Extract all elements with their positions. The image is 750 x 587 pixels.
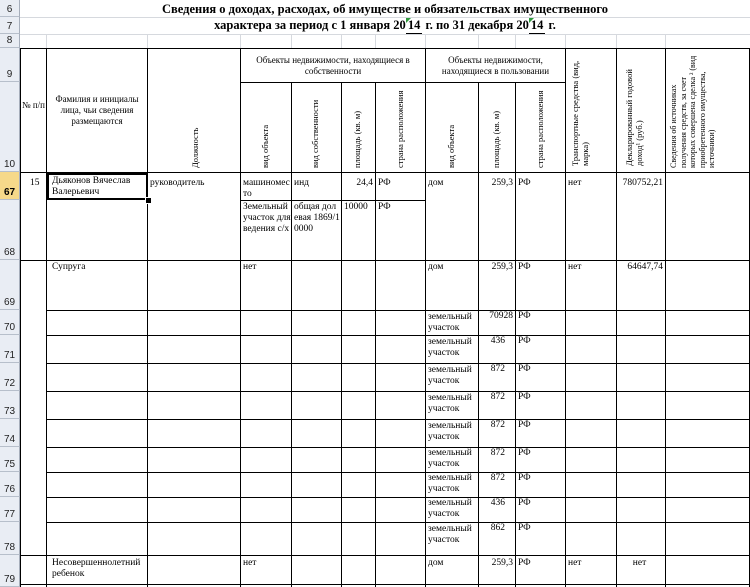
- cell-used-area[interactable]: 872: [490, 392, 505, 402]
- column-border: [20, 48, 21, 587]
- cell-owned-country[interactable]: РФ: [378, 178, 391, 188]
- cell-used-country[interactable]: РФ: [518, 311, 531, 321]
- row-border: [46, 472, 750, 473]
- title-suffix: г.: [548, 18, 556, 32]
- header-position: Должность: [190, 127, 200, 168]
- header-income: Декларированный годовой доход¹ (руб.): [624, 69, 644, 166]
- cell-used-type[interactable]: земельный участок: [428, 393, 472, 414]
- cell-used-type[interactable]: земельный участок: [428, 473, 472, 494]
- cell-position[interactable]: руководитель: [150, 178, 205, 188]
- cell-used-type[interactable]: земельный участок: [428, 421, 472, 442]
- gridline: [665, 34, 666, 48]
- cell-owned-type[interactable]: нет: [243, 558, 257, 568]
- cell-transport[interactable]: нет: [568, 262, 582, 272]
- gridline: [375, 34, 376, 48]
- row-header-76[interactable]: 76: [0, 472, 20, 497]
- row-header-74[interactable]: 74: [0, 419, 20, 447]
- cell-used-country[interactable]: РФ: [518, 523, 531, 533]
- group-divider: [240, 82, 565, 83]
- cell-used-area[interactable]: 872: [490, 420, 505, 430]
- header-used-area: площадь (кв. м): [491, 110, 501, 168]
- row-border: [46, 419, 750, 420]
- cell-used-type[interactable]: земельный участок: [428, 524, 472, 545]
- row-header-70[interactable]: 70: [0, 310, 20, 335]
- cell-name[interactable]: Дьяконов Вячеслав Валерьевич: [52, 176, 131, 197]
- header-used-country: страна расположения: [535, 90, 545, 168]
- cell-number[interactable]: 15: [30, 178, 40, 188]
- column-border: [46, 48, 47, 587]
- cell-owned-area[interactable]: 10000: [344, 202, 368, 212]
- row-border: [46, 363, 750, 364]
- row-header-9[interactable]: 9: [0, 48, 20, 82]
- title-middle: г. по 31 декабря 20: [425, 18, 529, 32]
- gridline: [341, 34, 342, 48]
- column-border: [240, 48, 241, 587]
- cell-used-type[interactable]: земельный участок: [428, 448, 472, 469]
- cell-used-country[interactable]: РФ: [518, 473, 531, 483]
- cell-used-country[interactable]: РФ: [518, 364, 531, 374]
- gridline: [291, 34, 292, 48]
- cell-used-type[interactable]: дом: [428, 262, 444, 272]
- cell-transport[interactable]: нет: [568, 178, 582, 188]
- header-number: № п/п: [22, 100, 45, 110]
- header-owned-type: вид объекта: [260, 124, 270, 168]
- report-title-line2: [20, 18, 750, 34]
- row-header-77[interactable]: 77: [0, 497, 20, 522]
- cell-used-area[interactable]: 862: [490, 523, 505, 533]
- row-border: [240, 200, 425, 201]
- header-owned-country: страна расположения: [395, 90, 405, 168]
- row-header-8[interactable]: 8: [0, 34, 20, 48]
- row-header-69[interactable]: 69: [0, 260, 20, 310]
- cell-used-type[interactable]: земельный участок: [428, 498, 472, 519]
- cell-used-country[interactable]: РФ: [518, 558, 531, 568]
- row-header-72[interactable]: 72: [0, 363, 20, 391]
- column-border: [341, 82, 342, 587]
- cell-name[interactable]: Супруга: [52, 262, 86, 272]
- header-transport: Транспортные средства (вид, марка): [570, 60, 590, 166]
- year-end-field[interactable]: 14: [530, 18, 544, 32]
- cell-owned-country[interactable]: РФ: [378, 202, 391, 212]
- column-border: [291, 82, 292, 587]
- column-border: [565, 48, 566, 587]
- cell-used-type[interactable]: земельный участок: [428, 337, 472, 358]
- row-border: [20, 584, 750, 585]
- column-border: [478, 82, 479, 587]
- gridline: [20, 34, 750, 35]
- column-border: [425, 48, 426, 587]
- cell-name[interactable]: Несовершеннолетний ребенок: [52, 558, 141, 579]
- header-used-group: Объекты недвижимости, находящиеся в пользовании: [441, 55, 550, 76]
- gridline: [616, 34, 617, 48]
- cell-transport[interactable]: нет: [568, 558, 582, 568]
- cell-used-area[interactable]: 436: [490, 336, 505, 346]
- gridline: [515, 34, 516, 48]
- header-used-type: вид объекта: [446, 124, 456, 168]
- cell-income[interactable]: 64647,74: [627, 262, 663, 272]
- row-header-73[interactable]: 73: [0, 391, 20, 419]
- column-border: [665, 48, 666, 587]
- row-border: [46, 447, 750, 448]
- year-start-field[interactable]: 14: [407, 18, 421, 32]
- row-header-7[interactable]: 7: [0, 17, 20, 34]
- column-border: [616, 48, 617, 587]
- row-border: [20, 260, 750, 261]
- cell-used-type[interactable]: дом: [428, 558, 444, 568]
- cell-owned-ownership[interactable]: общая долевая 1869/10000: [294, 202, 340, 234]
- cell-used-country[interactable]: РФ: [518, 498, 531, 508]
- cell-used-area[interactable]: 259,3: [491, 262, 513, 272]
- gridline: [46, 34, 47, 48]
- cell-used-country[interactable]: РФ: [518, 262, 531, 272]
- cell-income[interactable]: 780752,21: [622, 178, 663, 188]
- gridline: [147, 34, 148, 48]
- header-owned-group: Объекты недвижимости, находящиеся в собственности: [256, 55, 410, 76]
- row-header-75[interactable]: 75: [0, 447, 20, 472]
- header-owned-ownership: вид собственности: [310, 99, 320, 168]
- cell-income[interactable]: нет: [632, 558, 647, 568]
- column-border: [375, 82, 376, 587]
- row-border: [46, 335, 750, 336]
- cell-used-country[interactable]: РФ: [518, 336, 531, 346]
- row-border: [46, 497, 750, 498]
- gridline: [240, 34, 241, 48]
- cell-used-area[interactable]: 872: [490, 473, 505, 483]
- row-header-67[interactable]: 67: [0, 172, 20, 200]
- cell-used-area[interactable]: 872: [490, 448, 505, 458]
- gridline: [425, 34, 426, 48]
- row-header-78[interactable]: 78: [0, 522, 20, 555]
- cell-owned-type[interactable]: Земельный участок для ведения с/х: [243, 202, 291, 234]
- fill-handle[interactable]: [145, 197, 152, 204]
- gridline: [478, 34, 479, 48]
- cell-used-country[interactable]: РФ: [518, 448, 531, 458]
- row-header-6[interactable]: 6: [0, 0, 20, 17]
- header-owned-area: площадь (кв. м): [352, 110, 362, 168]
- active-cell-selection[interactable]: [47, 173, 148, 200]
- cell-used-area[interactable]: 436: [490, 498, 505, 508]
- cell-used-area[interactable]: 259,3: [491, 178, 513, 188]
- cell-used-type[interactable]: дом: [428, 178, 444, 188]
- row-header-79[interactable]: 79: [0, 555, 20, 587]
- header-name: Фамилия и инициалы лица, чьи сведения размещаются: [55, 94, 139, 126]
- title-prefix: характера за период с 1 января 20: [214, 18, 406, 32]
- row-header-68[interactable]: 68: [0, 200, 20, 260]
- cell-used-area[interactable]: 259,3: [491, 558, 513, 568]
- cell-used-country[interactable]: РФ: [518, 178, 531, 188]
- row-border: [46, 310, 750, 311]
- cell-used-type[interactable]: земельный участок: [428, 365, 472, 386]
- cell-used-area[interactable]: 70928: [489, 311, 513, 321]
- row-header-10[interactable]: 10: [0, 82, 20, 172]
- cell-used-type[interactable]: земельный участок: [428, 312, 472, 333]
- cell-owned-area[interactable]: 24,4: [356, 178, 373, 188]
- header-sources: Сведения об источниках получения средств, за счет которых совершена сделка ² (вид приобретенного имущества, источники): [669, 55, 716, 168]
- row-border: [46, 391, 750, 392]
- row-header-71[interactable]: 71: [0, 335, 20, 363]
- row-border: [20, 555, 750, 556]
- report-title-line1: Сведения о доходах, расходах, об имуществе и обязательствах имущественного: [161, 2, 609, 16]
- cell-owned-type[interactable]: машиноместо: [243, 178, 290, 199]
- column-border: [147, 48, 148, 587]
- cell-owned-ownership[interactable]: инд: [294, 178, 310, 188]
- cell-used-area[interactable]: 872: [490, 364, 505, 374]
- column-border: [515, 82, 516, 587]
- gridline: [565, 34, 566, 48]
- cell-used-country[interactable]: РФ: [518, 420, 531, 430]
- cell-used-country[interactable]: РФ: [518, 392, 531, 402]
- cell-owned-type[interactable]: нет: [243, 262, 257, 272]
- row-border: [46, 522, 750, 523]
